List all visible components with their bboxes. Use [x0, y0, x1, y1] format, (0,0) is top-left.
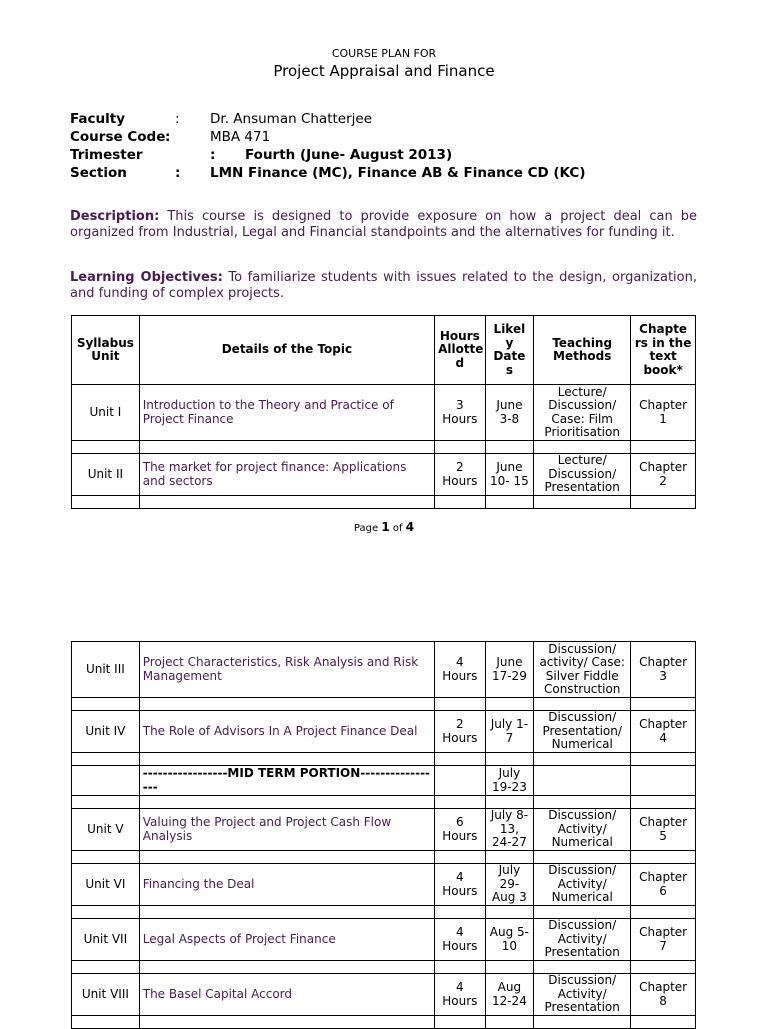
- faculty-label: Faculty: [70, 111, 126, 127]
- course-code-colon: :: [165, 129, 171, 145]
- faculty-colon: :: [175, 111, 180, 127]
- spacer-row: [72, 851, 696, 864]
- syllabus-table-page2: [71, 641, 696, 1029]
- spacer-row: [72, 698, 696, 711]
- dates-cell: July 29- Aug 3: [485, 864, 534, 906]
- chapter-cell: Chapter 1: [631, 385, 696, 441]
- unit-cell: Unit I: [72, 385, 140, 441]
- methods-cell: Discussion/ Activity/ Presentation: [534, 919, 631, 961]
- table-row: [72, 919, 696, 961]
- objectives-text: To familiarize students with issues related to the design, organization, and funding of complex projects.: [70, 270, 697, 301]
- methods-cell: Lecture/ Discussion/ Presentation: [534, 454, 631, 496]
- methods-cell: [534, 766, 631, 796]
- trimester-value: Fourth (June- August 2013): [245, 147, 453, 163]
- hours-cell: 4 Hours: [435, 919, 486, 961]
- topic-cell: Introduction to the Theory and Practice of Project Finance: [139, 385, 434, 441]
- trimester-label: Trimester: [70, 147, 143, 163]
- table-row: [72, 864, 696, 906]
- page-of: of: [392, 523, 403, 534]
- dates-cell: June 3-8: [485, 385, 534, 441]
- description-text: This course is designed to provide exposure on how a project deal can be organized from Industrial, Legal and Financial standpoints and the alternatives for funding it.: [70, 209, 697, 240]
- objectives-label: Learning Objectives:: [70, 270, 223, 285]
- hours-cell: 2 Hours: [435, 454, 486, 496]
- header-unit: Syllabus Unit: [72, 316, 140, 385]
- topic-cell: Financing the Deal: [139, 864, 434, 906]
- spacer-row: [72, 906, 696, 919]
- course-title: Project Appraisal and Finance: [273, 62, 495, 80]
- dates-cell: July 19-23: [485, 766, 534, 796]
- dates-cell: Aug 12-24: [485, 974, 534, 1016]
- header-hours: Hours Allotte d: [435, 316, 486, 385]
- course-code-value: MBA 471: [210, 129, 271, 145]
- chapter-cell: Chapter 7: [631, 919, 696, 961]
- methods-cell: Discussion/ Activity/ Presentation: [534, 974, 631, 1016]
- unit-cell: Unit II: [72, 454, 140, 496]
- section-value: LMN Finance (MC), Finance AB & Finance CD (KC): [210, 165, 586, 181]
- chapter-cell: Chapter 3: [631, 642, 696, 698]
- table-row: [72, 809, 696, 851]
- chapter-cell: Chapter 4: [631, 711, 696, 753]
- table-header-row: [72, 316, 696, 385]
- dates-cell: June 10- 15: [485, 454, 534, 496]
- hours-cell: 4 Hours: [435, 864, 486, 906]
- spacer-row: [72, 496, 696, 509]
- course-code-label: Course Code: [70, 129, 166, 145]
- dates-cell: July 1- 7: [485, 711, 534, 753]
- chapter-cell: Chapter 2: [631, 454, 696, 496]
- description-label: Description:: [70, 209, 160, 224]
- spacer-row: [72, 796, 696, 809]
- hours-cell: [435, 766, 486, 796]
- hours-cell: 4 Hours: [435, 642, 486, 698]
- topic-cell: The market for project finance: Applications and sectors: [139, 454, 434, 496]
- syllabus-table-page1: [71, 315, 696, 509]
- trimester-colon: :: [210, 147, 216, 163]
- table-row: [72, 974, 696, 1016]
- unit-cell: Unit III: [72, 642, 140, 698]
- header-dates: Likel y Date s: [485, 316, 534, 385]
- hours-cell: 6 Hours: [435, 809, 486, 851]
- objectives-paragraph: [70, 270, 697, 301]
- unit-cell: Unit V: [72, 809, 140, 851]
- topic-cell: Valuing the Project and Project Cash Flow Analysis: [139, 809, 434, 851]
- dates-cell: July 8- 13, 24-27: [485, 809, 534, 851]
- spacer-row: [72, 1016, 696, 1029]
- spacer-row: [72, 753, 696, 766]
- unit-cell: Unit VII: [72, 919, 140, 961]
- chapter-cell: Chapter 5: [631, 809, 696, 851]
- header-chapters: Chapte rs in the text book*: [631, 316, 696, 385]
- methods-cell: Discussion/ Activity/ Numerical: [534, 809, 631, 851]
- table-row: [72, 454, 696, 496]
- spacer-row: [72, 441, 696, 454]
- section-label: Section: [70, 165, 127, 181]
- header-methods: Teaching Methods: [534, 316, 631, 385]
- description-paragraph: [70, 209, 697, 240]
- topic-cell: Project Characteristics, Risk Analysis and Risk Management: [139, 642, 434, 698]
- unit-cell: Unit VI: [72, 864, 140, 906]
- methods-cell: Discussion/ Presentation/ Numerical: [534, 711, 631, 753]
- table-row: [72, 642, 696, 698]
- page-current: 1: [381, 520, 390, 534]
- unit-cell: Unit IV: [72, 711, 140, 753]
- page-prefix: Page: [353, 523, 379, 534]
- chapter-cell: Chapter 8: [631, 974, 696, 1016]
- table-row: [72, 385, 696, 441]
- methods-cell: Lecture/ Discussion/ Case: Film Prioritisation: [534, 385, 631, 441]
- page-total: 4: [405, 520, 415, 534]
- unit-cell: [72, 766, 140, 796]
- hours-cell: 4 Hours: [435, 974, 486, 1016]
- mid-term-row: [72, 766, 696, 796]
- hours-cell: 2 Hours: [435, 711, 486, 753]
- hours-cell: 3 Hours: [435, 385, 486, 441]
- unit-cell: Unit VIII: [72, 974, 140, 1016]
- mid-term-label: -----------------MID TERM PORTION-----------------: [139, 766, 434, 796]
- page-number: [0, 520, 768, 534]
- topic-cell: The Role of Advisors In A Project Finance Deal: [139, 711, 434, 753]
- header-topic: Details of the Topic: [139, 316, 434, 385]
- dates-cell: June 17-29: [485, 642, 534, 698]
- methods-cell: Discussion/ Activity/ Numerical: [534, 864, 631, 906]
- topic-cell: Legal Aspects of Project Finance: [139, 919, 434, 961]
- section-colon: :: [175, 165, 181, 181]
- topic-cell: The Basel Capital Accord: [139, 974, 434, 1016]
- dates-cell: Aug 5- 10: [485, 919, 534, 961]
- faculty-value: Dr. Ansuman Chatterjee: [210, 111, 372, 127]
- course-plan-heading: COURSE PLAN FOR: [331, 47, 437, 60]
- methods-cell: Discussion/ activity/ Case: Silver Fiddle Construction: [534, 642, 631, 698]
- chapter-cell: [631, 766, 696, 796]
- spacer-row: [72, 961, 696, 974]
- chapter-cell: Chapter 6: [631, 864, 696, 906]
- table-row: [72, 711, 696, 753]
